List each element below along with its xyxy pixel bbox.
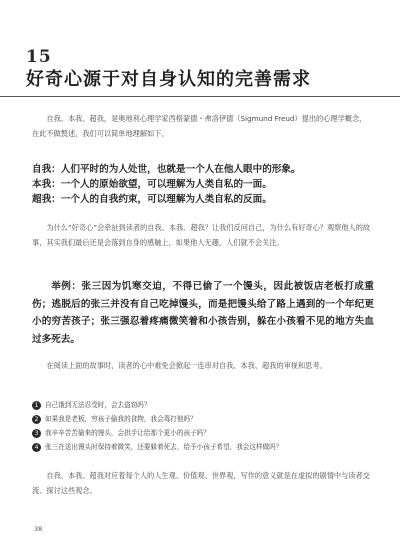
reflection-paragraph: 在阅读上面的故事时，读者的心中难免会掀起一连串对自我、本我、超我的审视和思考。 (46, 361, 327, 370)
chapter-title: 好奇心源于对自身认知的完善需求 (26, 69, 311, 90)
list-item (32, 440, 372, 454)
closing-paragraph: 自我、本我、超我对应着每个人的人生观、价值观、世界观，写作的意义就是在虚拟的剧情中与读者交流、探讨这些观念。 (32, 471, 370, 495)
page-number: 38 (34, 525, 43, 533)
intro-paragraph: 自我、本我、超我，是奥地利心理学家西格蒙德・弗洛伊德（Sigmund Freud）提出的心理学概念，在此不做赘述，我们可以简单地理解如下。 (32, 114, 367, 138)
chapter-number: 15 (26, 47, 52, 67)
chapter-header (0, 0, 400, 90)
list-item (32, 426, 372, 440)
example-paragraph: 举例：张三因为饥寒交迫，不得已偷了一个馒头，因此被饭店老板打成重伤；逃脱后的张三并没有自己吃掉馒头，而是把馒头给了路上遇到的一个年纪更小的穷苦孩子；张三强忍着疼痛微笑着和小孩告别，躲在小孩看不见的地方失血过多死去。 (32, 281, 374, 345)
list-item (32, 398, 372, 412)
question-paragraph: 为什么“好奇心”会牵扯到读者的自我、本我、超我？让我们反问自己，为什么有好奇心？观察他人的故事，其实我们最后还是会落到自身的感触上，如果他人无趣，人们就不会关注。 (32, 223, 371, 247)
number-bullet: 4 (32, 443, 41, 452)
question-text: 我辛辛苦苦偷来的馒头，会拱手让给那个更小的孩子吗？ (45, 429, 210, 437)
question-list (32, 398, 372, 454)
definition-ego: 自我：人们平时的为人处世，也就是一个人在他人眼中的形象。 (32, 164, 301, 175)
definition-id: 本我：一个人的原始欲望，可以理解为人类自私的一面。 (32, 179, 272, 190)
number-bullet: 2 (32, 415, 41, 424)
definition-superego: 超我：一个人的自我约束，可以理解为人类自私的反面。 (32, 194, 272, 205)
title-divider (0, 96, 400, 97)
number-bullet: 1 (32, 401, 41, 410)
number-bullet: 3 (32, 429, 41, 438)
question-text: 如果我是老板，穷孩子偷我的食物，我会毒打他吗？ (45, 415, 197, 423)
definitions-block (32, 162, 372, 207)
list-item (32, 412, 372, 426)
question-text: 张三在送出馒头时保持着微笑，还要躲着死去，给予小孩子希望，我会这样做吗？ (45, 443, 283, 451)
question-text: 自己饿到无法忍受时，会去盗窃吗？ (45, 401, 151, 409)
